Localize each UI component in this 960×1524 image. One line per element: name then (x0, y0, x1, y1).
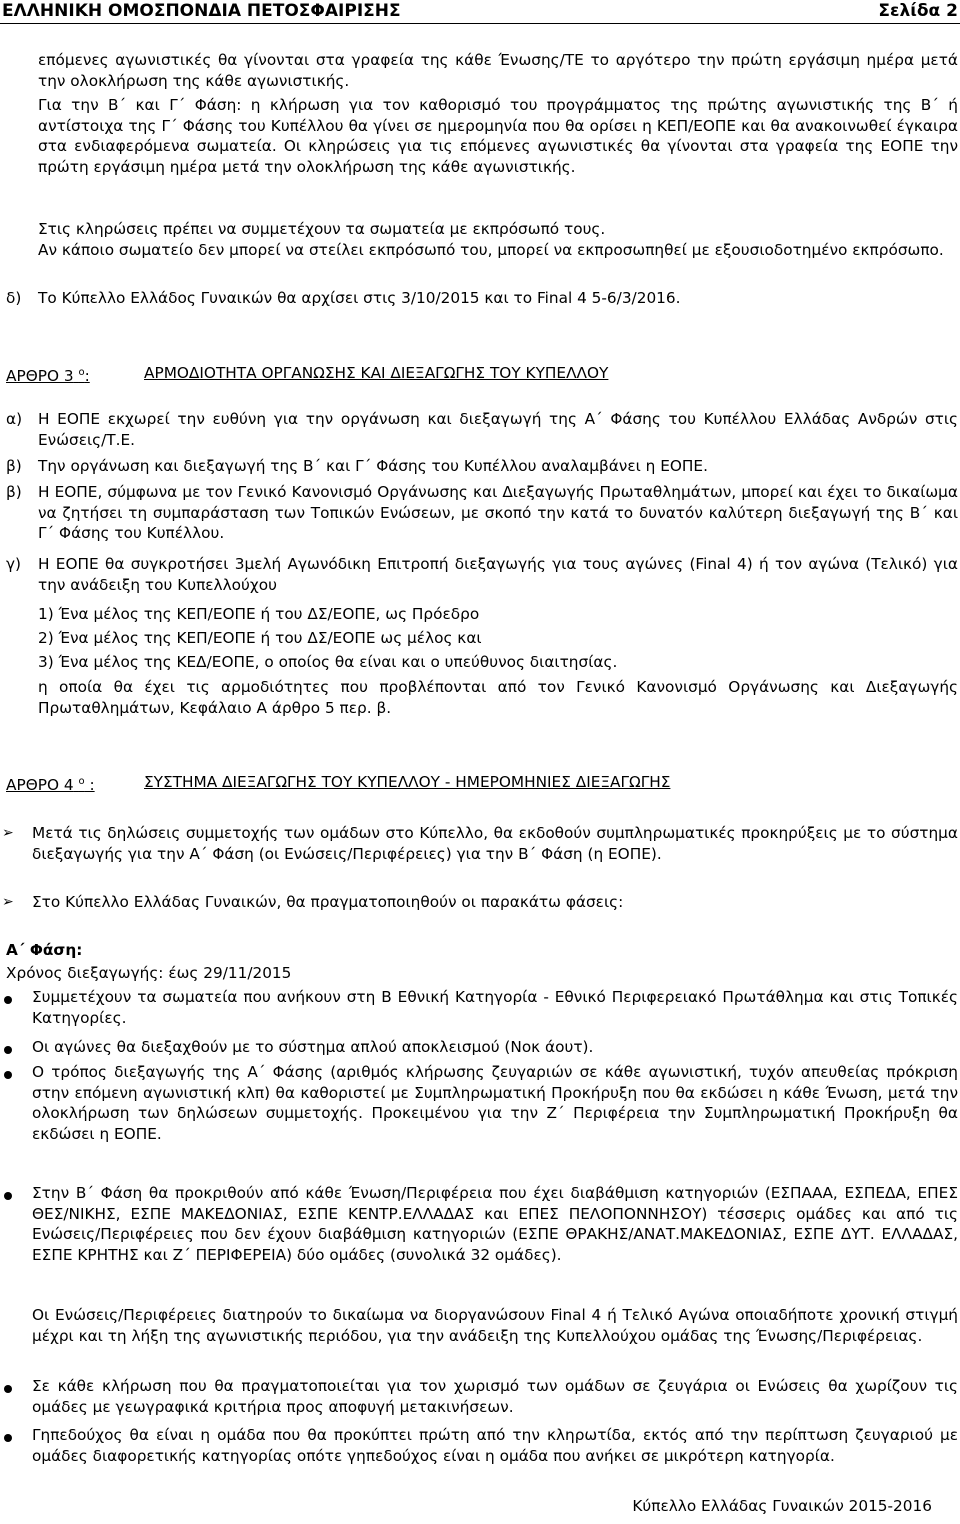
phase-a-bullet-5: Σε κάθε κλήρωση που θα πραγματοποιείται για τον χωρισμό των ομάδων σε ζευγάρια οι Ενώσεις θα χωρίζουν τις ομάδες με γεωγραφικά κριτήρια προς αποφυγή μετακινήσεων. (32, 1377, 958, 1416)
intro-paragraph-2: Για την Β΄ και Γ΄ Φάση: η κλήρωση για τον καθορισμό του προγράμματος της πρώτης αγωνιστικής της Β΄ ή αντίστοιχα της Γ΄ Φάσης του Κυπέλλου θα γίνει σε ημερομηνία που θα ορίσει η ΚΕΠ/ΕΟΠΕ και θα ανακοινωθεί έγκαιρα στα ενδιαφερόμενα σωματεία. Οι κληρώσεις για τις επόμενες αγωνιστικές θα γίνονται στα γραφεία της ΕΟΠΕ την πρώτη εργάσιμη ημέρα μετά την ολοκλήρωση της κάθε αγωνιστικής. (38, 96, 958, 176)
committee-member-2: 2) Ένα μέλος της ΚΕΠ/ΕΟΠΕ ή του ΔΣ/ΕΟΠΕ ως μέλος και (38, 629, 482, 647)
article-4-label: ΑΡΘΡΟ 4 $^o$ : (6, 776, 95, 795)
phase-a-bullet-3: Ο τρόπος διεξαγωγής της Α΄ Φάσης (αριθμός κλήρωσης ζευγαριών σε κάθε αγωνιστική, τυχόν απευθείας πρόκριση στην επόμενη αγωνιστική κλπ) θα καθοριστεί με Συμπληρωματική Προκήρυξη που θα εκδώσει η κάθε Ένωση, μετά την ολοκλήρωση των δηλώσεων συμμετοχής. Προκειμένου για την Ζ΄ Περιφέρεια την Συμπληρωματική Προκήρυξη θα εκδώσει η ΕΟΠΕ. (32, 1063, 958, 1143)
header-divider (0, 23, 960, 24)
page-footer: Κύπελλο Ελλάδας Γυναικών 2015-2016 (632, 1497, 932, 1515)
committee-closing: η οποία θα έχει τις αρμοδιότητες που προβλέπονται από τον Γενικό Κανονισμό Οργάνωσης και Διεξαγωγής Πρωταθλημάτων, Κεφάλαιο Α άρθρο 5 περ. β. (38, 678, 958, 717)
article-3-label: ΑΡΘΡΟ 3 $^o$: (6, 367, 90, 386)
intro-paragraph-1: επόμενες αγωνιστικές θα γίνονται στα γραφεία της κάθε Ένωσης/ΤΕ το αργότερο την πρώτη εργάσιμη ημέρα μετά την ολοκλήρωση της κάθε αγωνιστικής. (38, 51, 958, 90)
item-label: δ) (6, 289, 22, 307)
phase-a-bullet-6: Γηπεδούχος θα είναι η ομάδα που θα προκύπτει πρώτη από την κληρωτίδα, εκτός από την περίπτωση ζευγαριού με ομάδες διαφορετικής κατηγορίας οπότε γηπεδούχος είναι η ομάδα που ανήκει σε μικρότερη κατηγορία. (32, 1426, 958, 1465)
arrow-item-2: Στο Κύπελλο Ελλάδας Γυναικών, θα πραγματοποιηθούν οι παρακάτω φάσεις: (32, 893, 624, 911)
committee-member-1: 1) Ένα μέλος της ΚΕΠ/ΕΟΠΕ ή του ΔΣ/ΕΟΠΕ, ως Πρόεδρο (38, 605, 480, 623)
bullet-icon (4, 1192, 12, 1200)
phase-a-bullet-1: Συμμετέχουν τα σωματεία που ανήκουν στη Β Εθνική Κατηγορία - Εθνικό Περιφερειακό Πρωτάθλημα και στις Τοπικές Κατηγορίες. (32, 988, 958, 1027)
bullet-icon (4, 996, 12, 1004)
committee-member-3: 3) Ένα μέλος της ΚΕΔ/ΕΟΠΕ, ο οποίος θα είναι και ο υπεύθυνος διαιτησίας. (38, 653, 618, 671)
arrow-bullet-icon: ➢ (2, 894, 14, 910)
phase-a-title: Α΄ Φάση: (6, 941, 83, 959)
phase-a-bullet-4: Στην Β΄ Φάση θα προκριθούν από κάθε Ένωση/Περιφέρεια που έχει διαβάθμιση κατηγοριών (ΕΣΠΑΑΑ, ΕΣΠΕΔΑ, ΕΠΕΣ ΘΕΣ/ΝΙΚΗΣ, ΕΣΠΕ ΜΑΚΕΔΟΝΙΑΣ, ΕΣΠΕ ΚΕΝΤΡ.ΕΛΛΑΔΑΣ και ΕΠΕΣ ΠΕΛΟΠΟΝΝΗΣΟΥ) τέσσερις ομάδες και από τις Ενώσεις/Περιφέρειες που δεν έχουν διαβάθμιση κατηγοριών (ΕΣΠΕ ΘΡΑΚΗΣ/ΑΝΑΤ.ΜΑΚΕΔΟΝΙΑΣ, ΕΣΠΕ ΔΥΤ. ΕΛΛΑΔΑΣ, ΕΣΠΕ ΚΡΗΤΗΣ και Ζ΄ ΠΕΡΙΦΕΡΕΙΑ) δύο ομάδες (συνολικά 32 ομάδες). (32, 1184, 958, 1264)
page-header (0, 0, 960, 22)
bullet-icon (4, 1046, 12, 1054)
organization-name: ΕΛΛΗΝΙΚΗ ΟΜΟΣΠΟΝΔΙΑ ΠΕΤΟΣΦΑΙΡΙΣΗΣ (2, 1, 401, 21)
phase-a-bullet-4-continuation: Οι Ενώσεις/Περιφέρειες διατηρούν το δικαίωμα να διοργανώσουν Final 4 ή Τελικό Αγώνα οποιαδήποτε χρονική στιγμή μέχρι και τη λήξη της αγωνιστικής περιόδου, για την ανάδειξη της Κυπελλούχου ομάδας της Ένωσης/Περιφέρειας. (32, 1306, 958, 1345)
item-text: Το Κύπελλο Ελλάδος Γυναικών θα αρχίσει στις 3/10/2015 και το Final 4 5-6/3/2016. (38, 289, 681, 307)
bullet-icon (4, 1071, 12, 1079)
phase-a-bullet-2: Οι αγώνες θα διεξαχθούν με το σύστημα απλού αποκλεισμού (Νοκ άουτ). (32, 1038, 594, 1056)
arrow-bullet-icon: ➢ (2, 825, 14, 841)
article-4-title: ΣΥΣΤΗΜΑ ΔΙΕΞΑΓΩΓΗΣ ΤΟΥ ΚΥΠΕΛΛΟΥ - ΗΜΕΡΟΜΗΝΙΕΣ ΔΙΕΞΑΓΩΓΗΣ (144, 773, 671, 791)
article-3-title: ΑΡΜΟΔΙΟΤΗΤΑ ΟΡΓΑΝΩΣΗΣ ΚΑΙ ΔΙΕΞΑΓΩΓΗΣ ΤΟΥ ΚΥΠΕΛΛΟΥ (144, 364, 609, 382)
page-number: Σελίδα 2 (878, 1, 958, 21)
intro-paragraph-3: Στις κληρώσεις πρέπει να συμμετέχουν τα σωματεία με εκπρόσωπό τους. (38, 220, 606, 238)
arrow-item-1: Μετά τις δηλώσεις συμμετοχής των ομάδων στο Κύπελλο, θα εκδοθούν συμπληρωματικές προκηρύξεις με το σύστημα διεξαγωγής για την Α΄ Φάση (οι Ενώσεις/Περιφέρειες) για την Β΄ Φάση (η ΕΟΠΕ). (32, 824, 958, 863)
intro-paragraph-4: Αν κάποιο σωματείο δεν μπορεί να στείλει εκπρόσωπό του, μπορεί να εκπροσωπηθεί με εξουσιοδοτημένο εκπρόσωπο. (38, 241, 944, 259)
bullet-icon (4, 1385, 12, 1393)
phase-a-time: Χρόνος διεξαγωγής: έως 29/11/2015 (6, 964, 292, 982)
bullet-icon (4, 1434, 12, 1442)
